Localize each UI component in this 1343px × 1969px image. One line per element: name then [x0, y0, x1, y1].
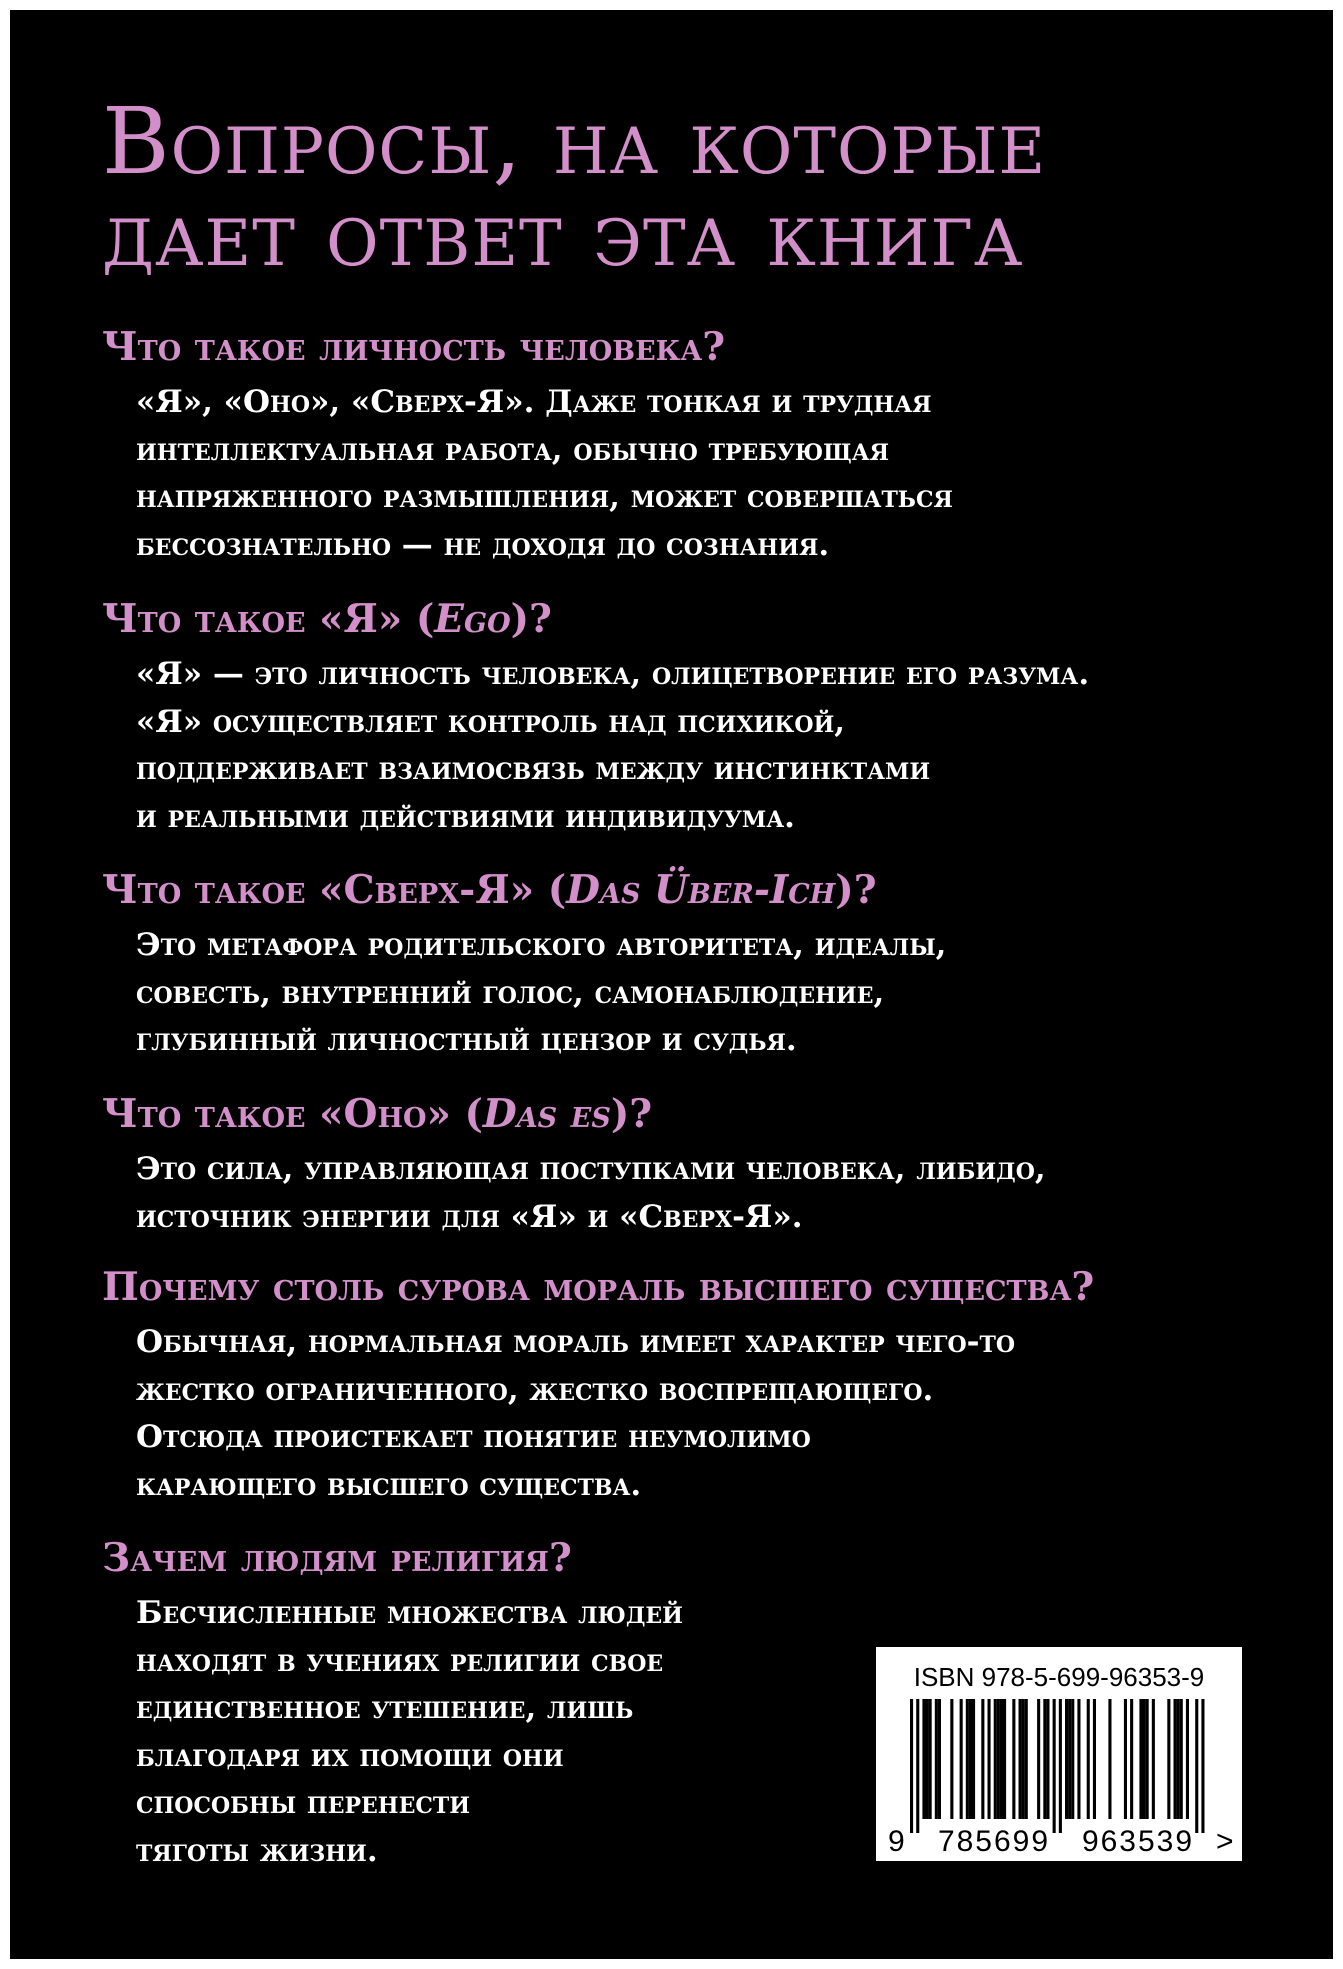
barcode-bar: [1093, 1699, 1096, 1819]
answer-line: Это метафора родительского авторитета, идеалы,: [136, 927, 947, 963]
question-id: [102, 1091, 652, 1137]
barcode-bar: [910, 1699, 913, 1833]
barcode-bar: [1108, 1699, 1111, 1819]
barcode-bar: [1025, 1699, 1028, 1819]
answer-line: «Я» — это личность человека, олицетворение его разума.: [136, 656, 1090, 692]
question-id-text: Что такое «Оно» (: [102, 1091, 483, 1137]
answer-line: интеллектуальная работа, обычно требующая: [136, 431, 889, 468]
barcode-bar: [950, 1699, 953, 1819]
barcode-bar: [1059, 1699, 1062, 1833]
barcode-bar: [1087, 1699, 1090, 1819]
barcode-bar: [1195, 1699, 1198, 1833]
barcode-bar: [1077, 1699, 1080, 1819]
answer-line: карающего высшего существа.: [136, 1466, 642, 1503]
barcode-bar: [1065, 1699, 1068, 1819]
barcode-bar: [1139, 1699, 1142, 1819]
barcode-bar: [1130, 1699, 1133, 1819]
answer-line: благодаря их помощи они: [136, 1737, 564, 1774]
title-line-2: дает ответ эта книга: [102, 180, 1024, 287]
question-religion: Зачем людям религия?: [102, 1535, 572, 1581]
question-ego: [102, 596, 552, 642]
answer-line: Это сила, управляющая поступками человека, либидо,: [136, 1151, 1046, 1187]
barcode-bar: [938, 1699, 941, 1819]
answer-line: Отсюда проистекает понятие неумолимо: [136, 1419, 811, 1455]
isbn-label: ISBN 978-5-699-96353-9: [913, 1662, 1205, 1692]
barcode-bar: [1053, 1699, 1056, 1833]
barcode-bar: [1143, 1699, 1146, 1819]
answer-personality: [136, 379, 953, 569]
barcode-bar: [1000, 1699, 1003, 1819]
question-morality: Почему столь сурова мораль высшего существа?: [102, 1264, 1095, 1310]
answer-line: бессознательно — не доходя до сознания.: [136, 526, 830, 563]
barcode-digits-right: 963539: [1081, 1825, 1195, 1858]
answer-line: источник энергии для «Я» и «Сверх-Я».: [136, 1198, 803, 1235]
barcode-bar: [1012, 1699, 1015, 1819]
barcode-bar: [1177, 1699, 1180, 1819]
question-ego-term: Ego: [434, 596, 511, 642]
barcode-bar: [916, 1699, 919, 1833]
barcode-digit-first: 9: [888, 1825, 905, 1858]
answer-morality: [136, 1319, 1015, 1509]
barcode-bar: [935, 1699, 938, 1819]
barcode-bar: [994, 1699, 997, 1819]
answer-line: Бесчисленные множества людей: [136, 1595, 683, 1631]
barcode-bar: [1180, 1699, 1183, 1819]
barcode-bar: [1043, 1699, 1046, 1819]
answer-line: и реальными действиями индивидуума.: [136, 798, 795, 835]
barcode-bar: [988, 1699, 991, 1819]
barcode-bar: [981, 1699, 984, 1819]
barcode-bar: [926, 1699, 929, 1819]
barcode-bar: [972, 1699, 975, 1819]
question-ego-end: )?: [510, 596, 552, 642]
title-line-1: Вопросы, на которые: [102, 88, 1047, 195]
answer-line: единственное утешение, лишь: [136, 1690, 634, 1726]
barcode-bar: [1186, 1699, 1189, 1819]
answer-line: «Я» осуществляет контроль над психикой,: [136, 703, 846, 740]
barcode-bar: [1046, 1699, 1049, 1819]
answer-line: поддерживает взаимосвязь между инстинктами: [136, 751, 931, 787]
answer-superego: [136, 922, 946, 1065]
question-superego: [102, 867, 877, 913]
barcode-bar: [1124, 1699, 1127, 1819]
barcode-bars: [876, 1647, 1242, 1861]
barcode-digits-left: 785699: [937, 1825, 1051, 1858]
barcode-bar: [1152, 1699, 1155, 1819]
barcode-bar: [1068, 1699, 1071, 1819]
barcode-bar: [1022, 1699, 1025, 1819]
answer-line: жестко ограниченного, жестко воспрещающего.: [136, 1371, 934, 1408]
barcode-bar: [1167, 1699, 1170, 1819]
answer-religion: [136, 1590, 683, 1875]
barcode-bar: [997, 1699, 1000, 1819]
answer-line: тяготы жизни.: [136, 1832, 378, 1869]
barcode-bar: [1037, 1699, 1040, 1819]
answer-ego: [136, 651, 1089, 841]
question-id-term: Das es: [482, 1091, 611, 1137]
question-ego-text: Что такое «Я» (: [102, 596, 435, 642]
answer-id: [136, 1146, 1046, 1241]
answer-line: способны перенести: [136, 1785, 471, 1821]
question-superego-end: )?: [835, 867, 877, 913]
barcode-bar: [960, 1699, 963, 1819]
question-superego-text: Что такое «Сверх-Я» (: [102, 867, 567, 913]
answer-line: глубинный личностный цензор и судья.: [136, 1022, 797, 1058]
barcode-bar: [1071, 1699, 1074, 1819]
question-id-end: )?: [610, 1091, 653, 1137]
back-cover: [10, 10, 1333, 1959]
answer-line: Обычная, нормальная мораль имеет характер чего-то: [136, 1324, 1016, 1360]
barcode-bar: [1174, 1699, 1177, 1819]
answer-line: совесть, внутренний голос, самонаблюдение,: [136, 974, 885, 1011]
answer-line: напряженного размышления, может совершаться: [136, 479, 953, 515]
isbn-barcode: [876, 1647, 1242, 1861]
question-superego-term: Das Über-Ich: [566, 867, 836, 913]
answer-line: находят в учениях религии свое: [136, 1642, 664, 1679]
page-title: [102, 88, 1047, 287]
barcode-bar: [922, 1699, 925, 1819]
barcode-bar: [1019, 1699, 1022, 1819]
answer-line: «Я», «Оно», «Сверх-Я». Даже тонкая и трудная: [136, 384, 932, 420]
barcode-bar: [1201, 1699, 1204, 1833]
barcode-bar: [969, 1699, 972, 1819]
barcode-bar: [966, 1699, 969, 1819]
barcode-quiet-mark: >: [1216, 1825, 1234, 1858]
barcode-bar: [929, 1699, 932, 1819]
barcode-bar: [1146, 1699, 1149, 1819]
barcode-bar: [1003, 1699, 1006, 1819]
question-personality: Что такое личность человека?: [102, 324, 726, 370]
